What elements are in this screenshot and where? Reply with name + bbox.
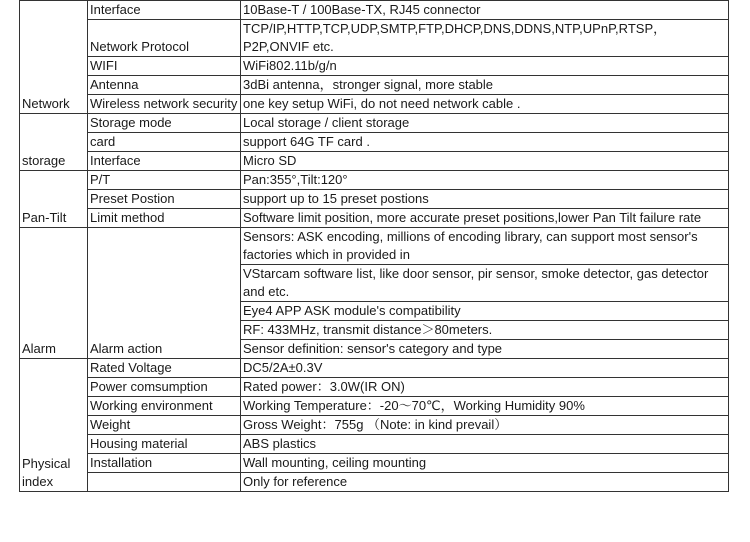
spec-table bbox=[19, 0, 729, 492]
table-row bbox=[20, 57, 729, 76]
category-alarm: Alarm bbox=[20, 228, 88, 359]
table-row bbox=[20, 114, 729, 133]
row-value: Sensor definition: sensor's category and type bbox=[241, 340, 729, 359]
row-label: Interface bbox=[88, 152, 241, 171]
table-row bbox=[20, 473, 729, 492]
row-label: Storage mode bbox=[88, 114, 241, 133]
row-value: 3dBi antenna，stronger signal, more stable bbox=[241, 76, 729, 95]
row-value: TCP/IP,HTTP,TCP,UDP,SMTP,FTP,DHCP,DNS,DDNS,NTP,UPnP,RTSP，P2P,ONVIF etc. bbox=[241, 20, 729, 57]
table-row bbox=[20, 397, 729, 416]
table-row bbox=[20, 435, 729, 454]
row-value: Pan:355°,Tilt:120° bbox=[241, 171, 729, 190]
row-value: support 64G TF card . bbox=[241, 133, 729, 152]
row-label: Rated Voltage bbox=[88, 359, 241, 378]
row-value: support up to 15 preset postions bbox=[241, 190, 729, 209]
row-value: DC5/2A±0.3V bbox=[241, 359, 729, 378]
category-network: Network bbox=[20, 1, 88, 114]
row-value: WiFi802.11b/g/n bbox=[241, 57, 729, 76]
row-label: Power comsumption bbox=[88, 378, 241, 397]
table-row bbox=[20, 76, 729, 95]
row-value: RF: 433MHz, transmit distance＞80meters. bbox=[241, 321, 729, 340]
table-row bbox=[20, 1, 729, 20]
row-label bbox=[88, 473, 241, 492]
row-value: VStarcam software list, like door sensor, pir sensor, smoke detector, gas detector and etc. bbox=[241, 265, 729, 302]
table-row bbox=[20, 95, 729, 114]
table-row bbox=[20, 133, 729, 152]
table-row bbox=[20, 209, 729, 228]
row-label: Limit method bbox=[88, 209, 241, 228]
row-value: Gross Weight：755g （Note: in kind prevail） bbox=[241, 416, 729, 435]
row-value: Software limit position, more accurate preset positions,lower Pan Tilt failure rate bbox=[241, 209, 729, 228]
category-storage: storage bbox=[20, 114, 88, 171]
category-physical-index: Physical index bbox=[20, 359, 88, 492]
table-row bbox=[20, 454, 729, 473]
row-value: Wall mounting, ceiling mounting bbox=[241, 454, 729, 473]
row-value: Eye4 APP ASK module's compatibility bbox=[241, 302, 729, 321]
row-value: Local storage / client storage bbox=[241, 114, 729, 133]
row-label: Housing material bbox=[88, 435, 241, 454]
table-row bbox=[20, 228, 729, 265]
row-value: Only for reference bbox=[241, 473, 729, 492]
table-row bbox=[20, 378, 729, 397]
row-label: WIFI bbox=[88, 57, 241, 76]
row-label: Installation bbox=[88, 454, 241, 473]
row-label: Network Protocol bbox=[88, 20, 241, 57]
row-value: one key setup WiFi, do not need network cable . bbox=[241, 95, 729, 114]
row-value: ABS plastics bbox=[241, 435, 729, 454]
category-pan-tilt: Pan-Tilt bbox=[20, 171, 88, 228]
row-label: Antenna bbox=[88, 76, 241, 95]
table-row bbox=[20, 190, 729, 209]
table-row bbox=[20, 152, 729, 171]
row-value: 10Base-T / 100Base-TX, RJ45 connector bbox=[241, 1, 729, 20]
row-label: Working environment bbox=[88, 397, 241, 416]
row-label: Wireless network security bbox=[88, 95, 241, 114]
row-label: card bbox=[88, 133, 241, 152]
row-value: Micro SD bbox=[241, 152, 729, 171]
table-row bbox=[20, 171, 729, 190]
row-label: P/T bbox=[88, 171, 241, 190]
row-label: Interface bbox=[88, 1, 241, 20]
row-label: Weight bbox=[88, 416, 241, 435]
row-value: Rated power：3.0W(IR ON) bbox=[241, 378, 729, 397]
table-row bbox=[20, 20, 729, 57]
row-label: Preset Postion bbox=[88, 190, 241, 209]
row-label: Alarm action bbox=[88, 228, 241, 359]
table-row bbox=[20, 359, 729, 378]
table-row bbox=[20, 416, 729, 435]
row-value: Working Temperature：-20～70℃，Working Humidity 90% bbox=[241, 397, 729, 416]
row-value: Sensors: ASK encoding, millions of encoding library, can support most sensor's factories which in provided in bbox=[241, 228, 729, 265]
